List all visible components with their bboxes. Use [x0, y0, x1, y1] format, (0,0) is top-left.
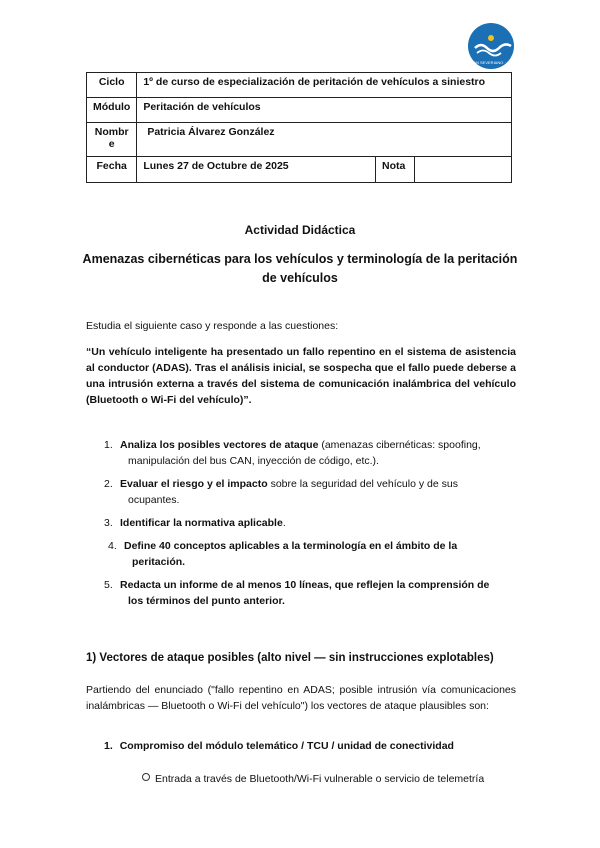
page-subtitle: Amenazas cibernéticas para los vehículos y terminología de la peritación de vehículos	[82, 252, 518, 285]
nombre-label: Nombre	[87, 123, 137, 157]
section-bullet-text: Entrada a través de Bluetooth/Wi-Fi vulnerable o servicio de telemetría	[155, 773, 485, 785]
question-number: 2.	[104, 478, 113, 490]
modulo-value: Peritación de vehículos	[137, 98, 512, 123]
page-title: Actividad Didáctica	[244, 223, 356, 237]
fecha-value: Lunes 27 de Octubre de 2025	[137, 157, 376, 183]
case-text: “Un vehículo inteligente ha presentado un fallo repentino en el sistema de asistencia al conductor (ADAS). Tras el análisis inicial, se sospecha que el fallo puede deberse a una intrusión externa a través del sistema de comunicación inalámbrica del vehículo (Bluetooth o Wi-Fi del vehículo)”.	[86, 346, 516, 406]
section-heading: 1) Vectores de ataque posibles (alto nivel — sin instrucciones explotables)	[86, 652, 494, 664]
question-bold: Define 40 conceptos aplicables a la terminología en el ámbito de la peritación.	[124, 540, 458, 568]
header-table	[86, 72, 512, 183]
school-logo	[463, 22, 519, 70]
fecha-label: Fecha	[87, 157, 137, 183]
ciclo-label: Ciclo	[87, 73, 137, 98]
question-bold: Analiza los posibles vectores de ataque	[120, 439, 319, 451]
logo-text: IES SAN SEVERIANO · CÁDIZ	[463, 60, 519, 65]
question-bold: Redacta un informe de al menos 10 líneas, que reflejen la comprensión de los términos del punto anterior.	[120, 579, 490, 607]
questions-list	[86, 437, 506, 616]
question-rest: sobre la seguridad del vehículo y de sus ocupantes.	[128, 478, 458, 506]
nombre-value: Patricia Álvarez González	[137, 123, 512, 157]
question-number: 4.	[108, 540, 117, 552]
question-number: 3.	[104, 517, 113, 529]
question-rest: .	[282, 517, 286, 529]
intro-text: Estudia el siguiente caso y responde a las cuestiones:	[86, 320, 339, 332]
section-item-number: 1.	[104, 740, 113, 752]
section-item	[104, 740, 454, 752]
question-number: 1.	[104, 439, 113, 451]
question-rest: (amenazas cibernéticas: spoofing, manipulación del bus CAN, inyección de código, etc.).	[128, 439, 481, 467]
question-number: 5.	[104, 579, 113, 591]
ciclo-value: 1º de curso de especialización de peritación de vehículos a siniestro	[137, 73, 512, 98]
question-item	[86, 515, 506, 531]
question-item	[86, 577, 506, 609]
nota-value[interactable]	[415, 157, 512, 183]
question-item	[86, 538, 506, 570]
section-paragraph: Partiendo del enunciado ("fallo repentino en ADAS; posible intrusión vía comunicaciones inalámbricas — Bluetooth o Wi-Fi del vehículo") los vectores de ataque plausibles son:	[86, 684, 516, 712]
logo-sun	[488, 35, 494, 41]
section-bullet	[142, 773, 484, 785]
nota-label: Nota	[376, 157, 415, 183]
modulo-label: Módulo	[87, 98, 137, 123]
circle-bullet-icon	[142, 773, 150, 781]
section-item-text: Compromiso del módulo telemático / TCU / unidad de conectividad	[119, 740, 454, 752]
question-bold: Evaluar el riesgo y el impacto	[120, 478, 268, 490]
question-item	[86, 476, 506, 508]
question-bold: Identificar la normativa aplicable	[120, 517, 283, 529]
question-item	[86, 437, 506, 469]
